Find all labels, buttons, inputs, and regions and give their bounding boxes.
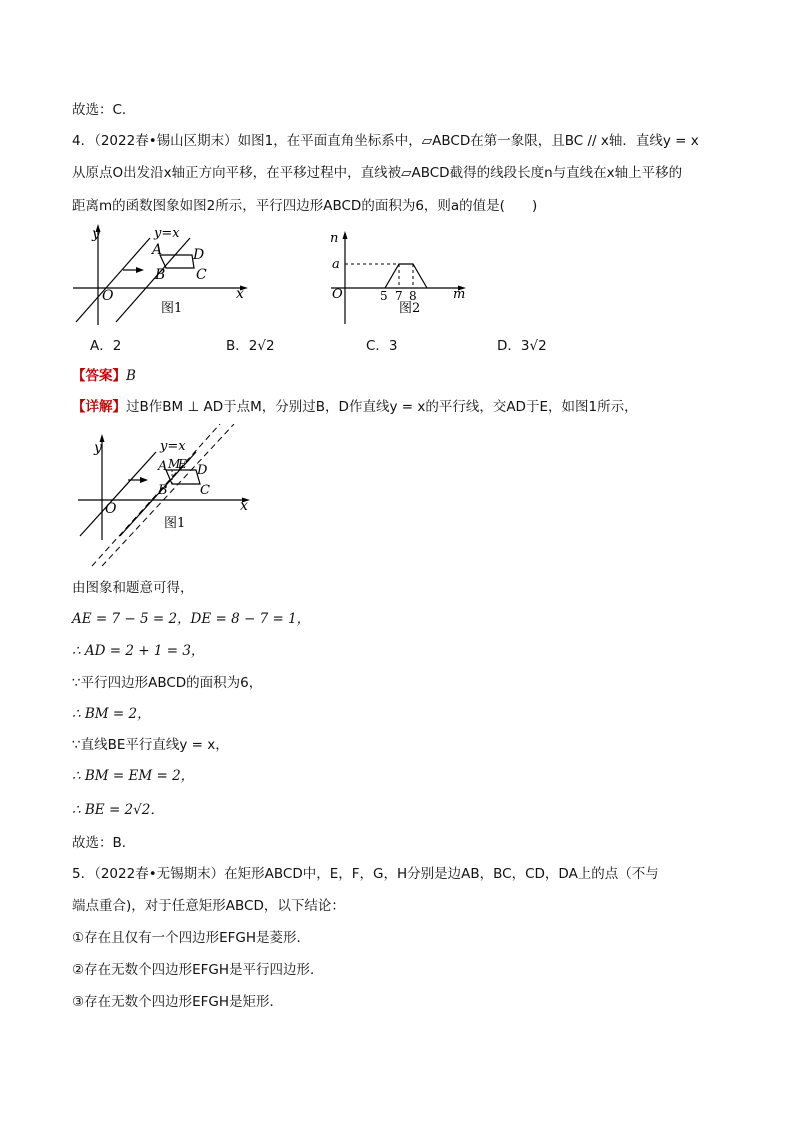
line-y-eq-x <box>76 238 150 322</box>
origin-label: O <box>102 288 114 304</box>
step-7: ∴ BM = EM = 2， <box>72 768 195 784</box>
detail-tag: 【详解】 <box>72 399 126 415</box>
point-m: M <box>168 457 181 471</box>
point-d: D <box>193 247 205 263</box>
conclusion-1: ①存在且仅有一个四边形EFGH是菱形． <box>72 930 311 946</box>
question-4-line-3: 距离m的函数图象如图2所示，平行四边形ABCD的面积为6，则a的值是( ) <box>72 198 538 214</box>
detail-line <box>72 397 638 417</box>
answer-tag: 【答案】 <box>72 368 126 384</box>
question-4-line-2: 从原点O出发沿x轴正方向平移，在平移过程中，直线被▱ABCD截得的线段长度n与直线在x轴上平移的 <box>72 165 683 181</box>
detail-text: 过B作BM ⊥ AD于点M，分别过B，D作直线y = x的平行线，交AD于E，如图1所示， <box>126 399 638 415</box>
option-b: B．2√2 <box>226 338 275 354</box>
origin-label: O <box>332 287 343 302</box>
question-4-line-1: 4．（2022春•锡山区期末）如图1，在平面直角坐标系中，▱ABCD在第一象限，且BC // x轴．直线y = x <box>72 133 699 149</box>
fig3-caption: 图1 <box>164 516 186 531</box>
m-label: m <box>453 287 466 302</box>
question-5-line-2: 端点重合)，对于任意矩形ABCD，以下结论： <box>72 898 345 914</box>
parallelogram-abcd <box>166 470 200 484</box>
point-d: D <box>197 463 208 478</box>
x-label: x <box>236 286 244 302</box>
point-a: A <box>158 459 168 474</box>
point-b: B <box>155 267 166 283</box>
step-2: AE = 7 − 5 = 2，DE = 8 − 7 = 1， <box>72 611 311 627</box>
step-4: ∵平行四边形ABCD的面积为6， <box>72 675 263 691</box>
point-a: A <box>152 242 163 258</box>
solution-figure <box>74 424 264 570</box>
option-d: D．3√2 <box>497 338 547 354</box>
point-c: C <box>196 267 207 283</box>
point-c: C <box>200 483 210 498</box>
conclusion-2: ②存在无数个四边形EFGH是平行四边形． <box>72 962 324 978</box>
option-c: C．3 <box>366 338 398 354</box>
line-y-eq-x <box>80 452 156 536</box>
answer-value: B <box>126 368 136 384</box>
a-label: a <box>332 257 340 272</box>
answer-line <box>72 366 136 386</box>
step-5: ∴ BM = 2， <box>72 706 151 722</box>
x-label: x <box>240 498 248 514</box>
step-1: 由图象和题意可得， <box>72 580 194 596</box>
step-8: ∴ BE = 2√2． <box>72 802 164 818</box>
fig1-caption: 图1 <box>161 301 183 316</box>
origin-label: O <box>105 501 117 517</box>
tick-8: 8 <box>409 289 417 303</box>
line-label: y=x <box>154 226 180 241</box>
prev-answer-line: 故选：C． <box>72 102 136 118</box>
n-label: n <box>330 231 339 246</box>
figure-2 <box>325 226 475 328</box>
question-5-line-1: 5．（2022春•无锡期末）在矩形ABCD中，E，F，G，H分别是边AB，BC，CD，DA上的点（不与 <box>72 866 659 882</box>
step-3: ∴ AD = 2 + 1 = 3， <box>72 643 205 659</box>
n-graph <box>385 264 427 288</box>
step-6: ∵直线BE平行直线y = x， <box>72 737 229 753</box>
option-a: A．2 <box>90 338 122 354</box>
step-9: 故选：B． <box>72 835 136 851</box>
figure-1 <box>68 222 258 330</box>
fig2-caption: 图2 <box>399 301 421 316</box>
conclusion-3: ③存在无数个四边形EFGH是矩形． <box>72 994 284 1010</box>
point-e: E <box>178 457 187 471</box>
tick-5: 5 <box>380 289 388 303</box>
y-label: y <box>94 440 102 456</box>
tick-7: 7 <box>395 289 403 303</box>
line-label: y=x <box>160 439 186 454</box>
y-label: y <box>92 226 100 242</box>
point-b: B <box>158 483 168 498</box>
